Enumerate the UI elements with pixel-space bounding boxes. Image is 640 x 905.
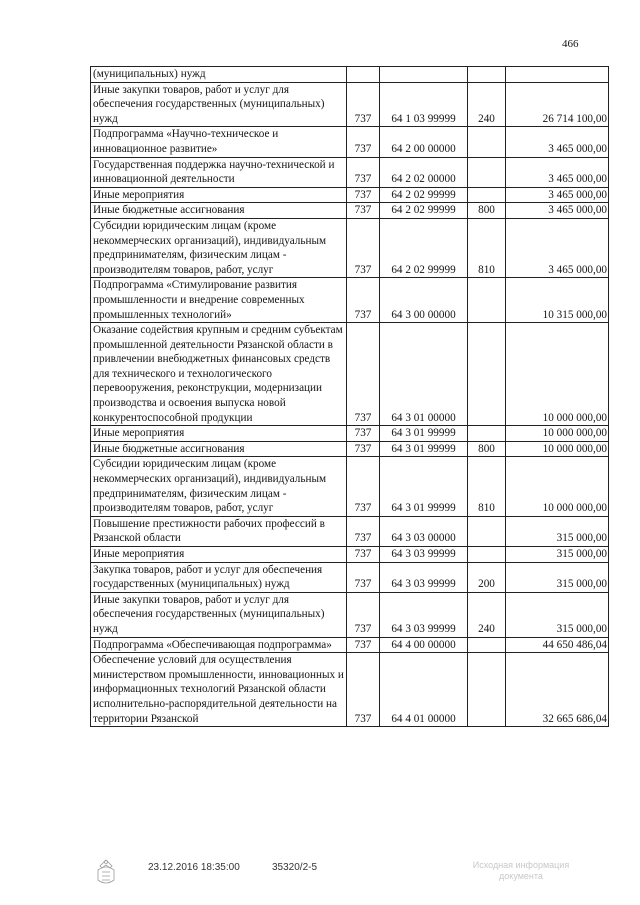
table-row	[91, 323, 609, 426]
row-target-article-cell: 64 2 00 00000	[380, 127, 468, 157]
row-admin-code-cell: 737	[347, 592, 380, 637]
row-admin-code-cell: 737	[347, 547, 380, 563]
row-expense-type-cell: 800	[468, 441, 506, 457]
row-admin-code-cell: 737	[347, 82, 380, 127]
budget-table	[90, 66, 609, 727]
row-admin-code-cell: 737	[347, 127, 380, 157]
table-row	[91, 203, 609, 219]
row-admin-code-cell: 737	[347, 187, 380, 203]
row-admin-code-cell	[347, 67, 380, 83]
row-expense-type-cell	[468, 516, 506, 546]
row-sum-cell: 315 000,00	[506, 516, 609, 546]
row-expense-type-cell: 810	[468, 218, 506, 277]
row-target-article-cell: 64 3 03 99999	[380, 592, 468, 637]
table-row	[91, 187, 609, 203]
row-admin-code-cell: 737	[347, 457, 380, 516]
row-name-cell: Иные мероприятия	[91, 547, 347, 563]
row-sum-cell: 10 000 000,00	[506, 457, 609, 516]
row-admin-code-cell: 737	[347, 426, 380, 442]
table-row	[91, 637, 609, 653]
row-target-article-cell: 64 1 03 99999	[380, 82, 468, 127]
row-expense-type-cell: 240	[468, 592, 506, 637]
row-sum-cell: 3 465 000,00	[506, 157, 609, 187]
footer-stamp-line2: документа	[499, 871, 543, 881]
row-target-article-cell: 64 2 02 99999	[380, 187, 468, 203]
table-row	[91, 516, 609, 546]
row-sum-cell: 3 465 000,00	[506, 218, 609, 277]
row-expense-type-cell	[468, 157, 506, 187]
row-name-cell: Иные мероприятия	[91, 187, 347, 203]
row-admin-code-cell: 737	[347, 637, 380, 653]
table-row	[91, 441, 609, 457]
row-expense-type-cell: 240	[468, 82, 506, 127]
row-name-cell: Подпрограмма «Обеспечивающая подпрограмма»	[91, 637, 347, 653]
table-row	[91, 562, 609, 592]
row-admin-code-cell: 737	[347, 218, 380, 277]
table-row	[91, 457, 609, 516]
row-sum-cell: 10 000 000,00	[506, 441, 609, 457]
emblem-icon	[92, 858, 120, 888]
row-admin-code-cell: 737	[347, 278, 380, 323]
row-expense-type-cell	[468, 547, 506, 563]
row-admin-code-cell: 737	[347, 653, 380, 727]
row-name-cell: (муниципальных) нужд	[91, 67, 347, 83]
row-sum-cell: 26 714 100,00	[506, 82, 609, 127]
row-name-cell: Иные закупки товаров, работ и услуг для обеспечения государственных (муниципальных) нужд	[91, 592, 347, 637]
row-name-cell: Иные мероприятия	[91, 426, 347, 442]
row-sum-cell: 10 315 000,00	[506, 278, 609, 323]
row-target-article-cell: 64 4 00 00000	[380, 637, 468, 653]
row-name-cell: Подпрограмма «Научно-техническое и инновационное развитие»	[91, 127, 347, 157]
table-row	[91, 547, 609, 563]
row-expense-type-cell	[468, 323, 506, 426]
row-sum-cell: 44 650 486,04	[506, 637, 609, 653]
row-sum-cell	[506, 67, 609, 83]
row-sum-cell: 315 000,00	[506, 592, 609, 637]
table-row	[91, 157, 609, 187]
row-sum-cell: 3 465 000,00	[506, 187, 609, 203]
row-target-article-cell: 64 3 01 00000	[380, 323, 468, 426]
row-expense-type-cell	[468, 127, 506, 157]
row-target-article-cell: 64 2 02 99999	[380, 218, 468, 277]
row-admin-code-cell: 737	[347, 516, 380, 546]
row-name-cell: Подпрограмма «Стимулирование развития промышленности и внедрение современных промышленных технологий»	[91, 278, 347, 323]
row-name-cell: Иные бюджетные ассигнования	[91, 203, 347, 219]
row-target-article-cell: 64 2 02 99999	[380, 203, 468, 219]
row-name-cell: Повышение престижности рабочих профессий в Рязанской области	[91, 516, 347, 546]
table-row	[91, 426, 609, 442]
row-name-cell: Государственная поддержка научно-технической и инновационной деятельности	[91, 157, 347, 187]
row-sum-cell: 32 665 686,04	[506, 653, 609, 727]
row-expense-type-cell	[468, 67, 506, 83]
row-target-article-cell: 64 3 03 99999	[380, 562, 468, 592]
table-row	[91, 67, 609, 83]
row-sum-cell: 315 000,00	[506, 562, 609, 592]
row-name-cell: Обеспечение условий для осуществления министерством промышленности, инновационных и информационных технологий Рязанской области исполнительно-распорядительной деятельности на территории Рязанской	[91, 653, 347, 727]
row-admin-code-cell: 737	[347, 157, 380, 187]
footer-stamp	[446, 860, 596, 882]
row-admin-code-cell: 737	[347, 323, 380, 426]
row-expense-type-cell: 800	[468, 203, 506, 219]
row-expense-type-cell	[468, 278, 506, 323]
footer-doc-number: 35320/2-5	[272, 862, 318, 873]
row-expense-type-cell: 200	[468, 562, 506, 592]
row-target-article-cell: 64 3 01 99999	[380, 441, 468, 457]
row-target-article-cell: 64 3 00 00000	[380, 278, 468, 323]
table-row	[91, 82, 609, 127]
row-expense-type-cell	[468, 426, 506, 442]
row-expense-type-cell	[468, 653, 506, 727]
table-row	[91, 278, 609, 323]
row-name-cell: Закупка товаров, работ и услуг для обеспечения государственных (муниципальных) нужд	[91, 562, 347, 592]
row-target-article-cell: 64 4 01 00000	[380, 653, 468, 727]
footer-date: 23.12.2016 18:35:00	[148, 862, 240, 873]
budget-table-body	[91, 67, 609, 727]
row-expense-type-cell	[468, 637, 506, 653]
row-admin-code-cell: 737	[347, 441, 380, 457]
page-number: 466	[562, 38, 579, 50]
row-expense-type-cell: 810	[468, 457, 506, 516]
row-admin-code-cell: 737	[347, 203, 380, 219]
row-sum-cell: 315 000,00	[506, 547, 609, 563]
row-name-cell: Оказание содействия крупным и средним субъектам промышленной деятельности Рязанской области в привлечении внебюджетных финансовых средств для технического и технологического перевооружения, реконструкции, модернизации производства и освоения выпуска новой конкурентоспособной продукции	[91, 323, 347, 426]
table-row	[91, 653, 609, 727]
row-sum-cell: 10 000 000,00	[506, 323, 609, 426]
row-admin-code-cell: 737	[347, 562, 380, 592]
table-row	[91, 127, 609, 157]
row-sum-cell: 3 465 000,00	[506, 127, 609, 157]
row-target-article-cell	[380, 67, 468, 83]
row-target-article-cell: 64 3 01 99999	[380, 426, 468, 442]
table-row	[91, 218, 609, 277]
row-sum-cell: 3 465 000,00	[506, 203, 609, 219]
footer-stamp-line1: Исходная информация	[472, 860, 570, 870]
row-name-cell: Субсидии юридическим лицам (кроме некоммерческих организаций), индивидуальным предпринимателям, физическим лицам - производителям товаров, работ, услуг	[91, 457, 347, 516]
table-row	[91, 592, 609, 637]
row-name-cell: Иные закупки товаров, работ и услуг для обеспечения государственных (муниципальных) нужд	[91, 82, 347, 127]
page-footer	[0, 858, 640, 898]
row-target-article-cell: 64 3 01 99999	[380, 457, 468, 516]
row-sum-cell: 10 000 000,00	[506, 426, 609, 442]
row-expense-type-cell	[468, 187, 506, 203]
row-target-article-cell: 64 3 03 99999	[380, 547, 468, 563]
row-name-cell: Иные бюджетные ассигнования	[91, 441, 347, 457]
row-name-cell: Субсидии юридическим лицам (кроме некоммерческих организаций), индивидуальным предпринимателям, физическим лицам - производителям товаров, работ, услуг	[91, 218, 347, 277]
row-target-article-cell: 64 2 02 00000	[380, 157, 468, 187]
row-target-article-cell: 64 3 03 00000	[380, 516, 468, 546]
